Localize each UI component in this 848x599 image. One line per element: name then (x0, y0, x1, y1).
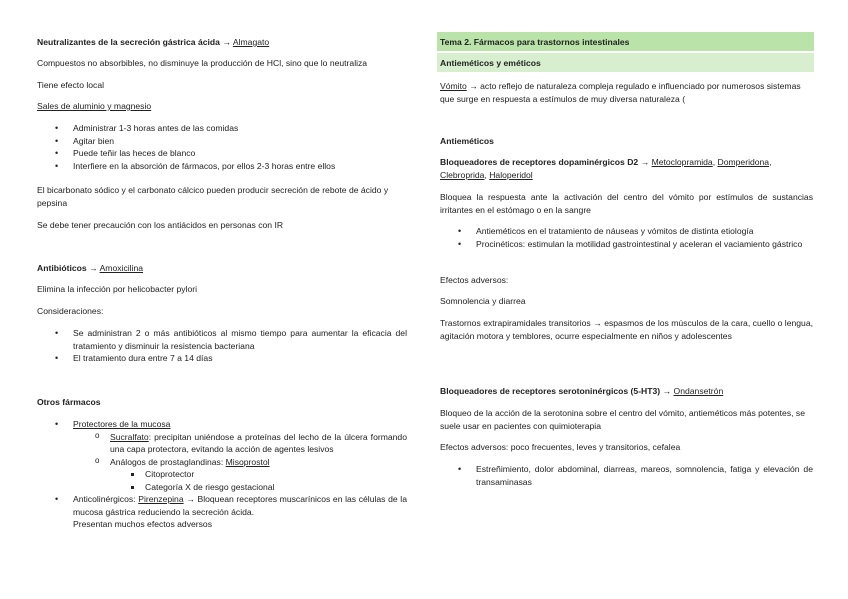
antacid-heading: Neutralizantes de la secreción gástrica ácida → Almagato (37, 37, 270, 47)
list-item: • Interfiere en la absorción de fármacos, por ellos 2-3 horas entre ellos (37, 160, 407, 173)
ht3-heading: Bloqueadores de receptores serotoninérgicos (5-HT3) → Ondansetrón (440, 386, 724, 396)
subtopic-band (437, 53, 814, 72)
paragraph: Efectos adversos: (440, 275, 509, 285)
misoprostol-link[interactable]: Misoprostol (225, 456, 270, 467)
antacid-list (37, 122, 407, 172)
list-item: Citoprotector (37, 468, 407, 481)
haloperidol-link[interactable]: Haloperidol (489, 169, 533, 180)
list-item: • Anticolinérgicos: Pirenzepina → Bloquean receptores muscarínicos en las células de la mucosa gástrica reduciendo la secreción ácida. Presentan muchos efectos adversos (37, 493, 407, 531)
paragraph: Consideraciones: (37, 306, 104, 316)
paragraph: Se debe tener precaución con los antiácidos en personas con IR (37, 220, 284, 230)
antibiotics-list (37, 327, 407, 365)
d2-list (440, 225, 813, 250)
ht3-list (440, 463, 813, 488)
d2-heading: Bloqueadores de receptores dopaminérgicos D2 → Metoclopramida, Domperidona, Clebroprida, Haloperidol (440, 157, 772, 180)
paragraph: Somnolencia y diarrea (440, 296, 526, 306)
subheading: Sales de aluminio y magnesio (37, 101, 152, 111)
other-drugs-list (37, 418, 407, 531)
metoclopramida-link[interactable]: Metoclopramida (651, 157, 713, 167)
list-item: • Procinéticos: estimulan la motilidad gastrointestinal y aceleran el vaciamiento gástrico (440, 238, 813, 251)
antibiotics-heading: Antibióticos → Amoxicilina (37, 263, 144, 273)
paragraph: Bloqueo de la acción de la serotonina sobre el centro del vómito, antieméticos más potentes, se suele usar en pacientes con quimioterapia (440, 408, 805, 431)
paragraph: Tiene efecto local (37, 80, 105, 90)
domperidona-link[interactable]: Domperidona (717, 157, 770, 167)
list-item: • El tratamiento dura entre 7 a 14 días (37, 352, 407, 365)
sucralfato-link[interactable]: Sucralfato (110, 431, 149, 442)
paragraph: Vómito → acto reflejo de naturaleza compleja regulado e influenciado por numerosos sistemas que surge en respuesta a estímulos de muy diversa naturaleza ( (440, 81, 801, 104)
list-item: • Protectores de la mucosa (37, 418, 407, 431)
clebroprida-link[interactable]: Clebroprida (440, 169, 485, 180)
list-item: • Puede teñir las heces de blanco (37, 147, 407, 160)
list-item: • Se administran 2 o más antibióticos al mismo tiempo para aumentar la eficacia del tratamiento y disminuir la resistencia bacteriana (37, 327, 407, 352)
subtopic-title: Antieméticos y eméticos (440, 58, 541, 68)
pirenzepina-link[interactable]: Pirenzepina (138, 494, 184, 504)
list-item: • Antieméticos en el tratamiento de náuseas y vómitos de distinta etiología (440, 225, 813, 238)
paragraph: Trastornos extrapiramidales transitorios → espasmos de los músculos de la cara, cuello o lengua, agitación motora y temblores, ocurre especialmente en niños y adolescentes (440, 318, 813, 341)
list-item: o Sucralfato: precipitan uniéndose a proteínas del lecho de la úlcera formando una capa protectora, evitando la acción de agentes lesivos (37, 431, 407, 456)
list-item: • Administrar 1-3 horas antes de las comidas (37, 122, 407, 135)
paragraph: El bicarbonato sódico y el carbonato cálcico pueden producir secreción de rebote de ácido y pepsina (37, 185, 389, 208)
ondansetron-link[interactable]: Ondansetrón (673, 386, 724, 396)
topic-title: Tema 2. Fármacos para trastornos intestinales (440, 37, 630, 47)
list-item: Categoría X de riesgo gestacional (37, 481, 407, 494)
other-drugs-heading: Otros fármacos (37, 397, 101, 407)
paragraph: Elimina la infección por helicobacter pylori (37, 284, 198, 294)
almagato-link[interactable]: Almagato (232, 37, 270, 47)
paragraph: Compuestos no absorbibles, no disminuye la producción de HCl, sino que lo neutraliza (37, 58, 368, 68)
list-item: • Estreñimiento, dolor abdominal, diarreas, mareos, somnolencia, fatiga y elevación de transaminasas (440, 463, 813, 488)
list-item: o Análogos de prostaglandinas: Misoprostol (37, 456, 407, 469)
paragraph: Efectos adversos: poco frecuentes, leves y transitorios, cefalea (440, 442, 681, 452)
amoxicilina-link[interactable]: Amoxicilina (99, 263, 144, 273)
list-item: • Agitar bien (37, 135, 407, 148)
paragraph: Bloquea la respuesta ante la activación del centro del vómito por estímulos de sustancias irritantes en el estómago o en la sangre (440, 192, 813, 215)
topic-title-band (437, 32, 814, 51)
section-heading: Antieméticos (440, 136, 494, 146)
